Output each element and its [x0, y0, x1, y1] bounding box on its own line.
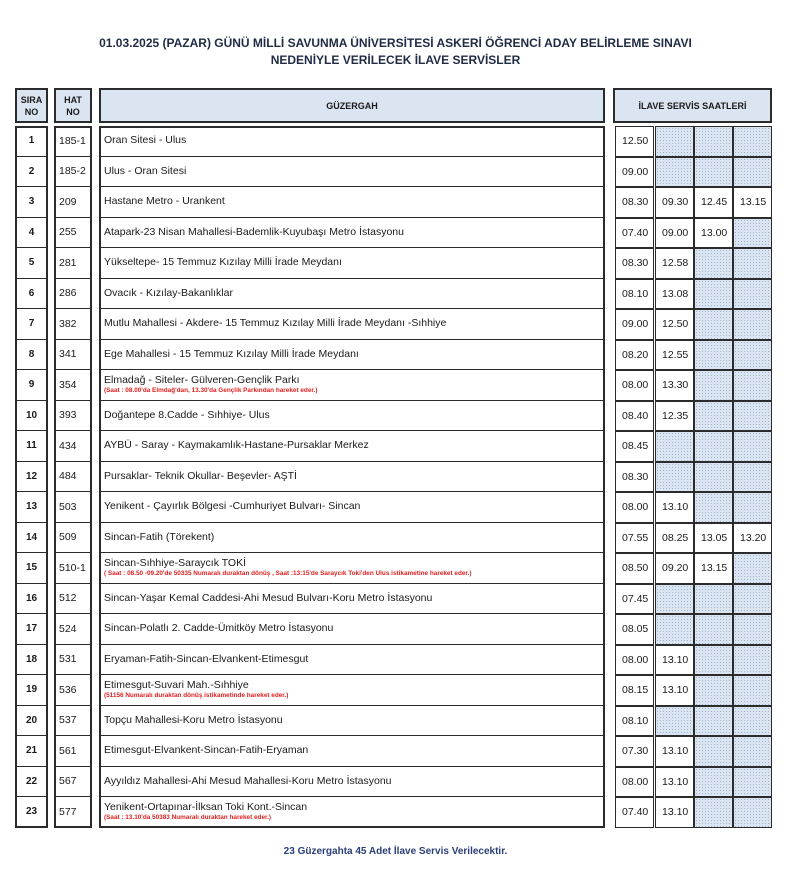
route-name: Eryaman-Fatih-Sincan-Elvankent-Etimesgut [104, 652, 309, 665]
empty-time-slot [694, 309, 733, 340]
row-hat-no: 354 [54, 370, 92, 401]
row-hat-no: 185-2 [54, 157, 92, 188]
row-sira-no: 8 [15, 340, 48, 371]
header-sira-no: SIRA NO [15, 88, 48, 123]
empty-time-slot [733, 706, 772, 737]
route-name: Yenikent-Ortapınar-İlksan Toki Kont.-Sincan [104, 801, 308, 814]
empty-time-slot [694, 462, 733, 493]
service-time: 08.40 [615, 401, 654, 432]
service-time: 08.10 [615, 706, 654, 737]
service-time: 12.58 [655, 248, 694, 279]
row-hat-no: 209 [54, 187, 92, 218]
row-hat-no: 382 [54, 309, 92, 340]
service-time: 13.10 [655, 767, 694, 798]
row-sira-no: 19 [15, 675, 48, 706]
row-sira-no: 18 [15, 645, 48, 676]
empty-time-slot [733, 309, 772, 340]
row-hat-no: 503 [54, 492, 92, 523]
empty-time-slot [733, 462, 772, 493]
empty-time-slot [733, 126, 772, 157]
service-time: 12.50 [615, 126, 654, 157]
row-route [99, 706, 605, 737]
empty-time-slot [733, 675, 772, 706]
empty-time-slot [733, 157, 772, 188]
row-route [99, 157, 605, 188]
service-time: 12.55 [655, 340, 694, 371]
row-sira-no: 10 [15, 401, 48, 432]
service-time: 13.00 [694, 218, 733, 249]
empty-time-slot [733, 401, 772, 432]
service-time: 09.20 [655, 553, 694, 584]
route-name: Elmadağ - Siteler- Gülveren-Gençlik Parkı [104, 374, 300, 387]
empty-time-slot [694, 645, 733, 676]
document-title-line2: NEDENİYLE VERİLECEK İLAVE SERVİSLER [270, 53, 521, 67]
row-sira-no: 12 [15, 462, 48, 493]
service-time: 07.30 [615, 736, 654, 767]
service-time: 08.30 [615, 187, 654, 218]
row-route [99, 523, 605, 554]
service-time: 08.20 [615, 340, 654, 371]
row-route [99, 492, 605, 523]
service-time: 07.45 [615, 584, 654, 615]
empty-time-slot [655, 157, 694, 188]
empty-time-slot [694, 401, 733, 432]
row-route [99, 309, 605, 340]
empty-time-slot [733, 553, 772, 584]
service-time: 07.40 [615, 797, 654, 828]
service-time: 09.00 [615, 309, 654, 340]
empty-time-slot [694, 736, 733, 767]
row-hat-no: 393 [54, 401, 92, 432]
row-route [99, 614, 605, 645]
route-name: Ulus - Oran Sitesi [104, 164, 187, 177]
empty-time-slot [655, 614, 694, 645]
row-hat-no: 286 [54, 279, 92, 310]
row-route [99, 401, 605, 432]
route-name: Pursaklar- Teknik Okullar- Beşevler- AŞTİ [104, 469, 297, 482]
empty-time-slot [733, 248, 772, 279]
route-note: (Saat : 08.00'da Elmdağ'dan, 13.30'da Gençlik Parkından hareket eder.) [104, 387, 318, 395]
row-sira-no: 5 [15, 248, 48, 279]
row-route [99, 553, 605, 584]
empty-time-slot [733, 584, 772, 615]
row-sira-no: 14 [15, 523, 48, 554]
row-route [99, 279, 605, 310]
row-route [99, 645, 605, 676]
row-sira-no: 1 [15, 126, 48, 157]
service-time: 07.40 [615, 218, 654, 249]
service-time: 09.30 [655, 187, 694, 218]
empty-time-slot [694, 675, 733, 706]
empty-time-slot [694, 279, 733, 310]
service-time: 08.00 [615, 370, 654, 401]
route-name: Ayyıldız Mahallesi-Ahi Mesud Mahallesi-Koru Metro İstasyonu [104, 774, 392, 787]
row-sira-no: 15 [15, 553, 48, 584]
service-time: 13.05 [694, 523, 733, 554]
route-name: Etimesgut-Elvankent-Sincan-Fatih-Eryaman [104, 744, 309, 757]
service-time: 08.00 [615, 767, 654, 798]
header-hat-no: HAT NO [54, 88, 92, 123]
route-note: (Saat : 13.10'da 50383 Numaralı duraktan hareket eder.) [104, 814, 272, 822]
service-time: 13.15 [733, 187, 772, 218]
empty-time-slot [733, 431, 772, 462]
row-route [99, 340, 605, 371]
row-route [99, 431, 605, 462]
row-route [99, 736, 605, 767]
route-name: Ege Mahallesi - 15 Temmuz Kızılay Milli İrade Meydanı [104, 347, 359, 360]
empty-time-slot [733, 492, 772, 523]
row-sira-no: 9 [15, 370, 48, 401]
empty-time-slot [733, 370, 772, 401]
row-route [99, 675, 605, 706]
service-time: 13.10 [655, 797, 694, 828]
route-name: AYBÜ - Saray - Kaymakamlık-Hastane-Pursaklar Merkez [104, 439, 369, 452]
route-name: Topçu Mahallesi-Koru Metro İstasyonu [104, 713, 283, 726]
row-hat-no: 509 [54, 523, 92, 554]
empty-time-slot [733, 218, 772, 249]
header-ilave-servis-saatleri: İLAVE SERVİS SAATLERİ [613, 88, 772, 123]
service-time: 12.45 [694, 187, 733, 218]
row-hat-no: 281 [54, 248, 92, 279]
row-route [99, 126, 605, 157]
service-time: 09.00 [655, 218, 694, 249]
empty-time-slot [655, 706, 694, 737]
route-note: ( Saat : 08.50 -09.20'de 50335 Numaralı duraktan dönüş , Saat :13:15'de Saraycık Toki'den Ulus istikametine hareket eder.) [104, 570, 472, 578]
row-sira-no: 7 [15, 309, 48, 340]
service-time: 13.30 [655, 370, 694, 401]
row-sira-no: 23 [15, 797, 48, 828]
row-hat-no: 185-1 [54, 126, 92, 157]
empty-time-slot [694, 248, 733, 279]
row-hat-no: 524 [54, 614, 92, 645]
service-time: 07.55 [615, 523, 654, 554]
route-name: Atapark-23 Nisan Mahallesi-Bademlik-Kuyubaşı Metro İstasyonu [104, 225, 404, 238]
route-name: Doğantepe 8.Cadde - Sıhhiye- Ulus [104, 408, 270, 421]
row-hat-no: 484 [54, 462, 92, 493]
row-route [99, 797, 605, 828]
empty-time-slot [694, 340, 733, 371]
service-time: 12.35 [655, 401, 694, 432]
service-time: 08.00 [615, 492, 654, 523]
empty-time-slot [694, 706, 733, 737]
empty-time-slot [694, 370, 733, 401]
document-title-line1: 01.03.2025 (PAZAR) GÜNÜ MİLLİ SAVUNMA ÜNİVERSİTESİ ASKERİ ÖĞRENCİ ADAY BELİRLEME SINAVI [99, 36, 692, 50]
route-name: Mutlu Mahallesi - Akdere- 15 Temmuz Kızılay Milli İrade Meydanı -Sıhhiye [104, 317, 447, 330]
row-hat-no: 434 [54, 431, 92, 462]
service-time: 13.20 [733, 523, 772, 554]
route-name: Hastane Metro - Urankent [104, 195, 225, 208]
route-name: Etimesgut-Suvari Mah.-Sıhhiye [104, 679, 249, 692]
row-route [99, 248, 605, 279]
row-sira-no: 11 [15, 431, 48, 462]
service-time: 08.30 [615, 248, 654, 279]
row-hat-no: 567 [54, 767, 92, 798]
empty-time-slot [733, 279, 772, 310]
route-note: (51156 Numaralı duraktan dönüş istikametinde hareket eder.) [104, 692, 289, 700]
row-sira-no: 17 [15, 614, 48, 645]
service-time: 13.10 [655, 736, 694, 767]
row-hat-no: 531 [54, 645, 92, 676]
route-name: Sincan-Fatih (Törekent) [104, 530, 215, 543]
row-sira-no: 2 [15, 157, 48, 188]
row-route [99, 462, 605, 493]
empty-time-slot [733, 767, 772, 798]
route-name: Ovacık - Kızılay-Bakanlıklar [104, 286, 233, 299]
empty-time-slot [733, 614, 772, 645]
service-time: 12.50 [655, 309, 694, 340]
service-time: 13.10 [655, 675, 694, 706]
route-name: Oran Sitesi - Ulus [104, 134, 187, 147]
row-sira-no: 13 [15, 492, 48, 523]
row-route [99, 767, 605, 798]
row-sira-no: 4 [15, 218, 48, 249]
empty-time-slot [694, 431, 733, 462]
row-route [99, 370, 605, 401]
service-time: 09.00 [615, 157, 654, 188]
row-route [99, 584, 605, 615]
empty-time-slot [694, 126, 733, 157]
row-hat-no: 510-1 [54, 553, 92, 584]
service-time: 13.15 [694, 553, 733, 584]
row-sira-no: 6 [15, 279, 48, 310]
service-time: 08.45 [615, 431, 654, 462]
service-time: 13.10 [655, 492, 694, 523]
header-guzergah: GÜZERGAH [99, 88, 605, 123]
row-hat-no: 512 [54, 584, 92, 615]
empty-time-slot [694, 614, 733, 645]
row-hat-no: 537 [54, 706, 92, 737]
summary-footer: 23 Güzergahta 45 Adet İlave Servis Verilecektir. [283, 846, 508, 857]
service-time: 08.10 [615, 279, 654, 310]
empty-time-slot [694, 767, 733, 798]
empty-time-slot [655, 584, 694, 615]
row-sira-no: 21 [15, 736, 48, 767]
service-time: 08.15 [615, 675, 654, 706]
route-name: Sincan-Polatlı 2. Cadde-Ümitköy Metro İstasyonu [104, 622, 334, 635]
row-route [99, 187, 605, 218]
empty-time-slot [733, 645, 772, 676]
service-time: 08.50 [615, 553, 654, 584]
service-time: 08.25 [655, 523, 694, 554]
row-sira-no: 22 [15, 767, 48, 798]
empty-time-slot [733, 736, 772, 767]
empty-time-slot [655, 462, 694, 493]
row-sira-no: 20 [15, 706, 48, 737]
service-time: 08.30 [615, 462, 654, 493]
empty-time-slot [694, 584, 733, 615]
empty-time-slot [733, 797, 772, 828]
empty-time-slot [655, 431, 694, 462]
route-name: Yükseltepe- 15 Temmuz Kızılay Milli İrade Meydanı [104, 256, 342, 269]
row-hat-no: 255 [54, 218, 92, 249]
row-sira-no: 3 [15, 187, 48, 218]
service-time: 13.10 [655, 645, 694, 676]
service-time: 08.05 [615, 614, 654, 645]
row-route [99, 218, 605, 249]
empty-time-slot [694, 492, 733, 523]
route-name: Sincan-Sıhhiye-Saraycık TOKİ [104, 557, 247, 570]
empty-time-slot [655, 126, 694, 157]
route-name: Sincan-Yaşar Kemal Caddesi-Ahi Mesud Bulvarı-Koru Metro İstasyonu [104, 591, 433, 604]
service-time: 08.00 [615, 645, 654, 676]
row-sira-no: 16 [15, 584, 48, 615]
row-hat-no: 536 [54, 675, 92, 706]
row-hat-no: 561 [54, 736, 92, 767]
empty-time-slot [694, 797, 733, 828]
route-name: Yenikent - Çayırlık Bölgesi -Cumhuriyet Bulvarı- Sincan [104, 500, 361, 513]
row-hat-no: 577 [54, 797, 92, 828]
row-hat-no: 341 [54, 340, 92, 371]
empty-time-slot [733, 340, 772, 371]
empty-time-slot [694, 157, 733, 188]
service-time: 13.08 [655, 279, 694, 310]
